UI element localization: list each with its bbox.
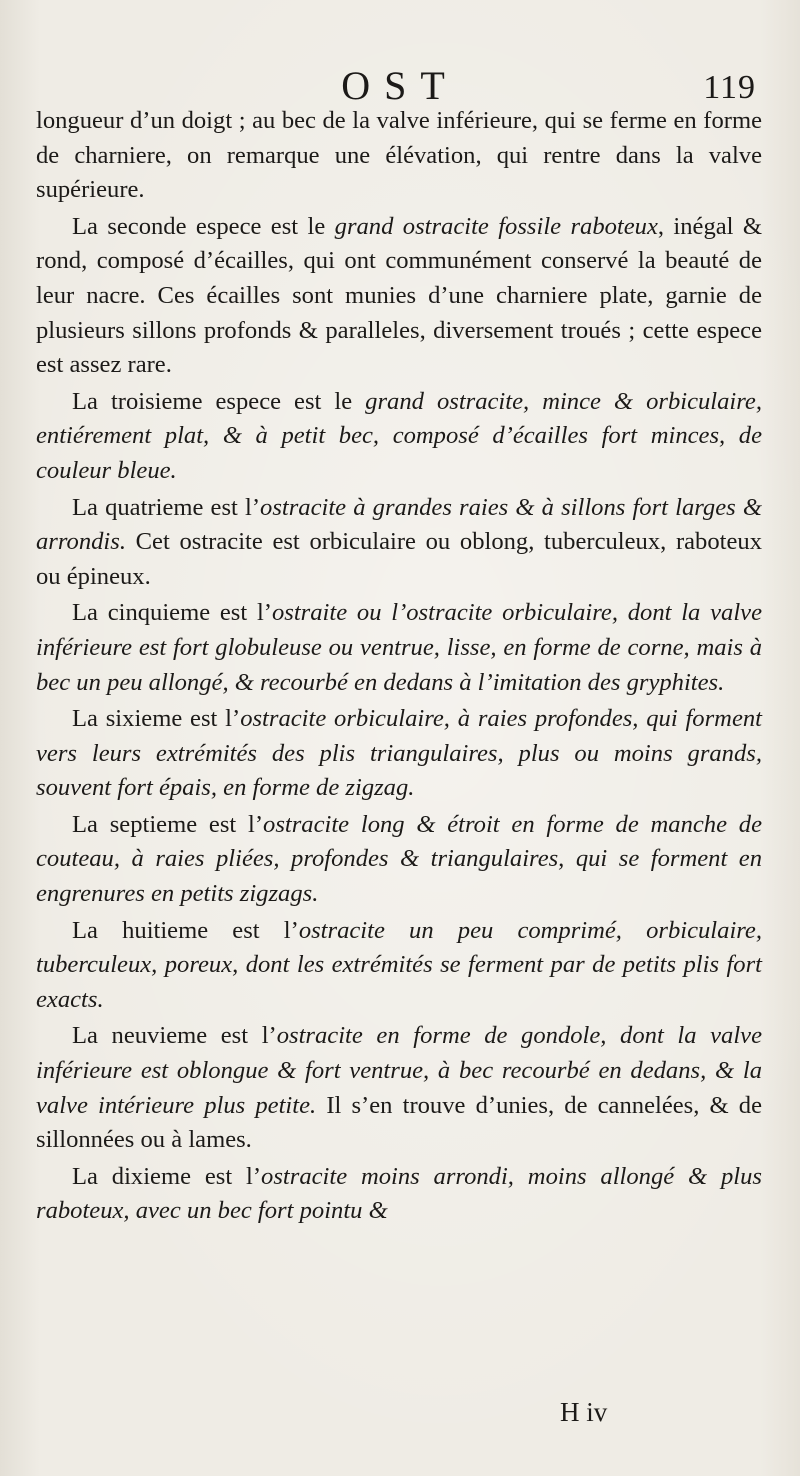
paragraph — [36, 914, 762, 1018]
running-head: OST — [341, 63, 459, 108]
roman-text: La neuvieme est l’ — [72, 1022, 277, 1050]
roman-text: La seconde espece est le — [72, 212, 335, 240]
roman-text: La sixieme est l’ — [72, 705, 241, 733]
paragraph — [36, 104, 762, 208]
body-text — [36, 104, 762, 1231]
roman-text: Cet ostracite est orbiculaire ou oblong, tuberculeux, raboteux ou épineux. — [36, 528, 762, 590]
signature-mark: H iv — [560, 1397, 608, 1427]
paragraph — [36, 385, 762, 489]
roman-text: La dixieme est l’ — [72, 1162, 262, 1190]
italic-text: ostracite un peu comprimé, orbiculaire, tuberculeux, poreux, dont les extrémités se ferment par de petits plis fort exacts. — [36, 916, 762, 1013]
roman-text: La septieme est l’ — [72, 810, 264, 838]
italic-text: ostracite moins arrondi, moins allongé & plus raboteux, avec un bec fort pointu & — [36, 1162, 762, 1225]
roman-text: La huitieme est l’ — [72, 916, 299, 944]
italic-text: ostracite orbiculaire, à raies profondes, qui forment vers leurs extrémités des plis triangulaires, plus ou moins grands, souvent fort épais, en forme de zigzag. — [36, 705, 762, 802]
roman-text: La quatrieme est l’ — [72, 493, 261, 521]
paragraph — [36, 1019, 762, 1157]
italic-text: ostracite en forme de gondole, dont la valve inférieure est oblongue & fort ventrue, à bec recourbé en dedans, & la valve intérieure plus petite. — [36, 1022, 763, 1119]
paragraph — [36, 1160, 762, 1229]
roman-text: Il s’en trouve d’unies, de cannelées, & de sillonnées ou à lames. — [36, 1091, 763, 1154]
paragraph — [36, 702, 762, 806]
page-number: 119 — [703, 69, 756, 106]
roman-text: , inégal & rond, composé d’écailles, qui ont communément conservé la beauté de leur nacre. Ces écailles sont munies d’une charniere plate, garnie de plusieurs sillons profonds & paralleles, diversement troués ; cette espece est assez rare. — [36, 212, 762, 379]
roman-text: La cinquieme est l’ — [72, 599, 272, 627]
paragraph — [36, 808, 762, 912]
roman-text: La troisieme espece est le — [72, 387, 366, 415]
italic-text: ostracite long & étroit en forme de manche de couteau, à raies pliées, profondes & triangulaires, qui se forment en engrenures en petits zigzags. — [36, 810, 762, 908]
paragraph — [36, 491, 762, 595]
italic-text: ostracite à grandes raies & à sillons fort larges & arrondis. — [36, 493, 762, 556]
page-header — [0, 60, 800, 110]
italic-text: grand ostracite, mince & orbiculaire, entiérement plat, & à petit bec, composé d’écailles fort minces, de couleur bleue. — [36, 387, 762, 484]
italic-text: ostraite ou l’ostracite orbiculaire, dont la valve inférieure est fort globuleuse ou ventrue, lisse, en forme de corne, mais à bec un peu allongé, & recourbé en dedans à l’imitation des gryphites. — [36, 599, 762, 696]
italic-text: grand ostracite fossile raboteux — [334, 212, 658, 240]
roman-text: longueur d’un doigt ; au bec de la valve inférieure, qui se ferme en forme de charniere, on remarque une élévation, qui rentre dans la valve supérieure. — [36, 107, 762, 204]
paragraph — [36, 210, 762, 383]
paragraph — [36, 596, 762, 700]
